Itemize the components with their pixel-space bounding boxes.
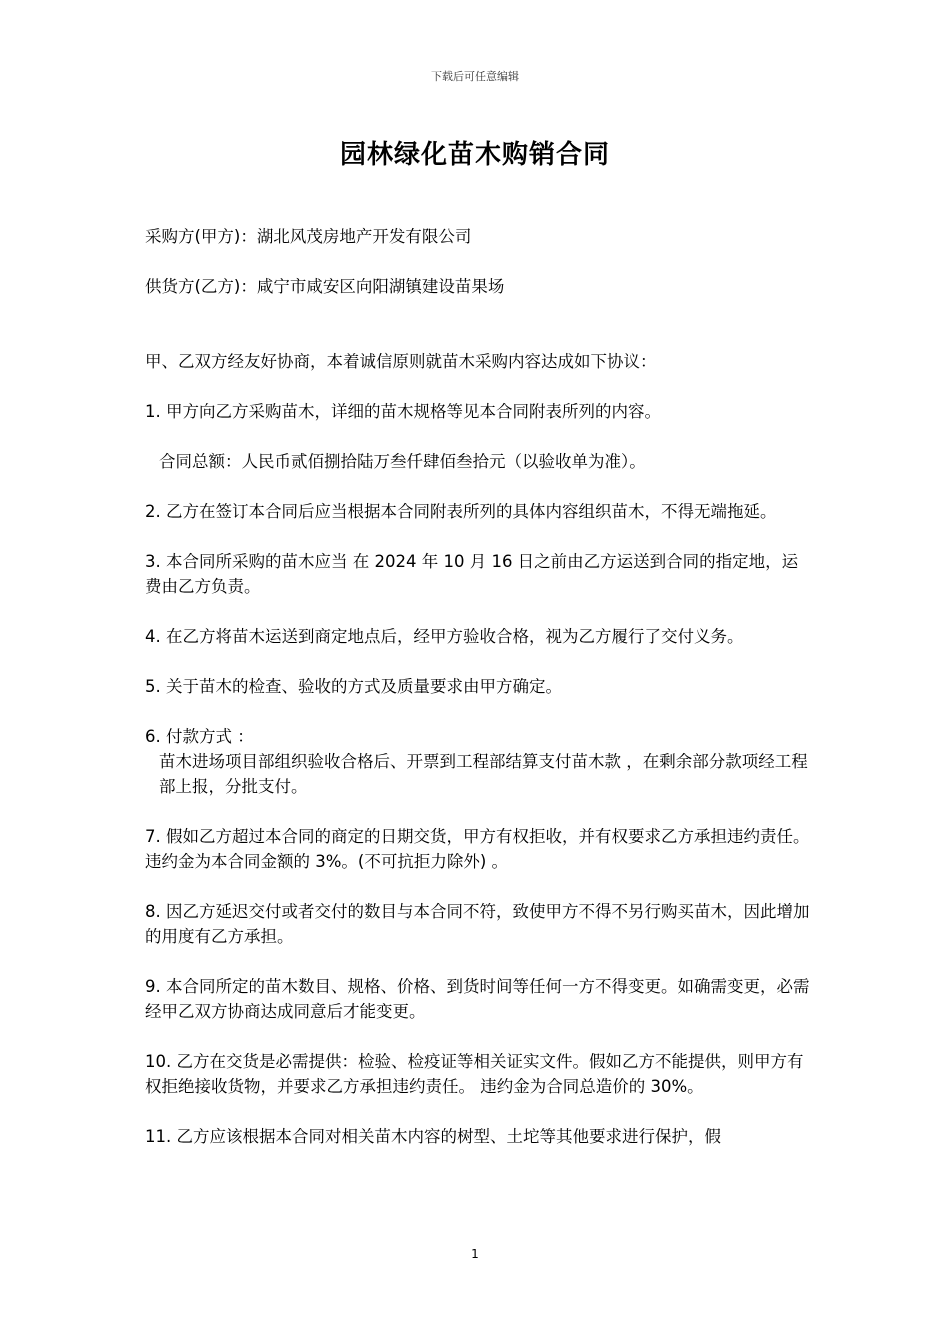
- clause-2: 2. 乙方在签订本合同后应当根据本合同附表所列的具体内容组织苗木，不得无端拖延。: [145, 502, 777, 521]
- clause-5: 5. 关于苗木的检查、验收的方式及质量要求由甲方确定。: [145, 677, 562, 696]
- clause-4: 4. 在乙方将苗木运送到商定地点后，经甲方验收合格，视为乙方履行了交付义务。: [145, 627, 744, 646]
- document-title: 园林绿化苗木购销合同: [339, 140, 610, 170]
- clause-6-body: 苗木进场项目部组织验收合格后、开票到工程部结算支付苗木款 ，在剩余部分款项经工程部上报，分批支付。: [159, 752, 808, 796]
- clause-10: 10. 乙方在交货是必需提供：检验、检疫证等相关证实文件。假如乙方不能提供，则甲方有权拒绝接收货物，并要求乙方承担违约责任。 违约金为合同总造价的 30%。: [145, 1052, 804, 1096]
- clause-7: 7. 假如乙方超过本合同的商定的日期交货，甲方有权拒收，并有权要求乙方承担违约责任。违约金为本合同金额的 3%。(不可抗拒力除外) 。: [145, 827, 810, 871]
- buyer-line: 采购方(甲方)：湖北风茂房地产开发有限公司: [145, 227, 472, 246]
- clause-6-title: 6. 付款方式 ：: [145, 727, 254, 746]
- intro-paragraph: 甲、乙双方经友好协商，本着诚信原则就苗木采购内容达成如下协议：: [145, 352, 657, 371]
- page-number: 1: [471, 1247, 479, 1261]
- total-amount: 合同总额：人民币贰佰捌拾陆万叁仟肆佰叁拾元（以验收单为准）。: [159, 452, 646, 471]
- clause-11: 11. 乙方应该根据本合同对相关苗木内容的树型、土坨等其他要求进行保护，假: [145, 1127, 721, 1146]
- clause-9: 9. 本合同所定的苗木数目、规格、价格、到货时间等任何一方不得变更。如确需变更，必需经甲乙双方协商达成同意后才能变更。: [145, 977, 810, 1021]
- contract-body: [145, 224, 810, 1149]
- clause-8: 8. 因乙方延迟交付或者交付的数目与本合同不符，致使甲方不得不另行购买苗木，因此增加的用度有乙方承担。: [145, 902, 810, 946]
- supplier-line: 供货方(乙方)：咸宁市咸安区向阳湖镇建设苗果场: [145, 277, 505, 296]
- clause-1: 1. 甲方向乙方采购苗木，详细的苗木规格等见本合同附表所列的内容。: [145, 402, 661, 421]
- header-note: 下载后可任意编辑: [431, 70, 519, 83]
- clause-3: 3. 本合同所采购的苗木应当 在 2024 年 10 月 16 日之前由乙方运送到合同的指定地，运费由乙方负责。: [145, 552, 799, 596]
